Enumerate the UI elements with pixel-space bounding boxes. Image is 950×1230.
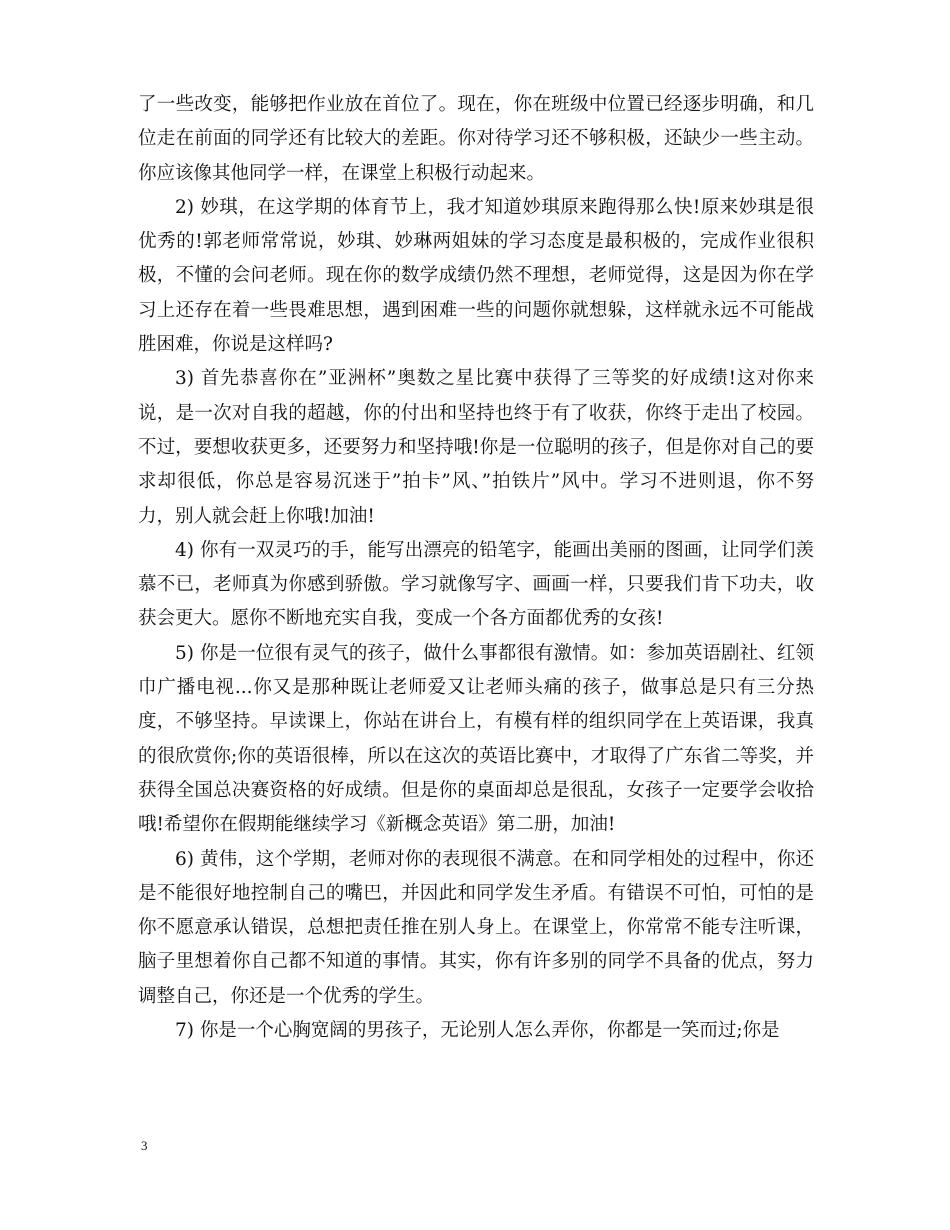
- paragraph-2: 2) 妙琪，在这学期的体育节上，我才知道妙琪原来跑得那么快!原来妙琪是很优秀的!郭老师常常说，妙琪、妙琳两姐妹的学习态度是最积极的，完成作业很积极，不懂的会问老师。现在你的数学成绩仍然不理想，老师觉得，这是因为你在学习上还存在着一些畏难思想，遇到困难一些的问题你就想躲，这样就永远不可能战胜困难，你说是这样吗?: [138, 196, 815, 356]
- paragraph-5: 5) 你是一位很有灵气的孩子，做什么事都很有激情。如：参加英语剧社、红领巾广播电视...你又是那种既让老师爱又让老师头痛的孩子，做事总是只有三分热度，不够坚持。早读课上，你站在讲台上，有模有样的组织同学在上英语课，我真的很欣赏你;你的英语很棒，所以在这次的英语比赛中，才取得了广东省二等奖，并获得全国总决赛资格的好成绩。但是你的桌面却总是很乱，女孩子一定要学会收拾哦!希望你在假期能继续学习《新概念英语》第二册，加油!: [138, 642, 814, 836]
- document-body: [138, 88, 814, 1048]
- paragraph-6: 6) 黄伟，这个学期，老师对你的表现很不满意。在和同学相处的过程中，你还是不能很好地控制自己的嘴巴，并因此和同学发生矛盾。有错误不可怕，可怕的是你不愿意承认错误，总想把责任推在别人身上。在课堂上，你常常不能专注听课，脑子里想着你自己都不知道的事情。其实，你有许多别的同学不具备的优点，努力调整自己，你还是一个优秀的学生。: [138, 848, 814, 1007]
- page-number: 3: [141, 1138, 148, 1153]
- paragraph-4: 4) 你有一双灵巧的手，能写出漂亮的铅笔字，能画出美丽的图画，让同学们羡慕不已，老师真为你感到骄傲。学习就像写字、画画一样，只要我们肯下功夫，收获会更大。愿你不断地充实自我，变成一个各方面都优秀的女孩!: [138, 539, 814, 630]
- paragraph-continued: 了一些改变，能够把作业放在首位了。现在，你在班级中位置已经逐步明确，和几位走在前面的同学还有比较大的差距。你对待学习还不够积极，还缺少一些主动。你应该像其他同学一样，在课堂上积极行动起来。: [138, 94, 814, 184]
- paragraph-3: 3) 首先恭喜你在”亚洲杯”奥数之星比赛中获得了三等奖的好成绩!这对你来说，是一次对自我的超越，你的付出和坚持也终于有了收获，你终于走出了校园。不过，要想收获更多，还要努力和坚持哦!你是一位聪明的孩子，但是你对自己的要求却很低，你总是容易沉迷于”拍卡”风、”拍铁片”风中。学习不进则退，你不努力，别人就会赶上你哦!加油!: [138, 368, 814, 527]
- paragraph-7: 7) 你是一个心胸宽阔的男孩子，无论别人怎么弄你，你都是一笑而过;你是: [175, 1020, 780, 1042]
